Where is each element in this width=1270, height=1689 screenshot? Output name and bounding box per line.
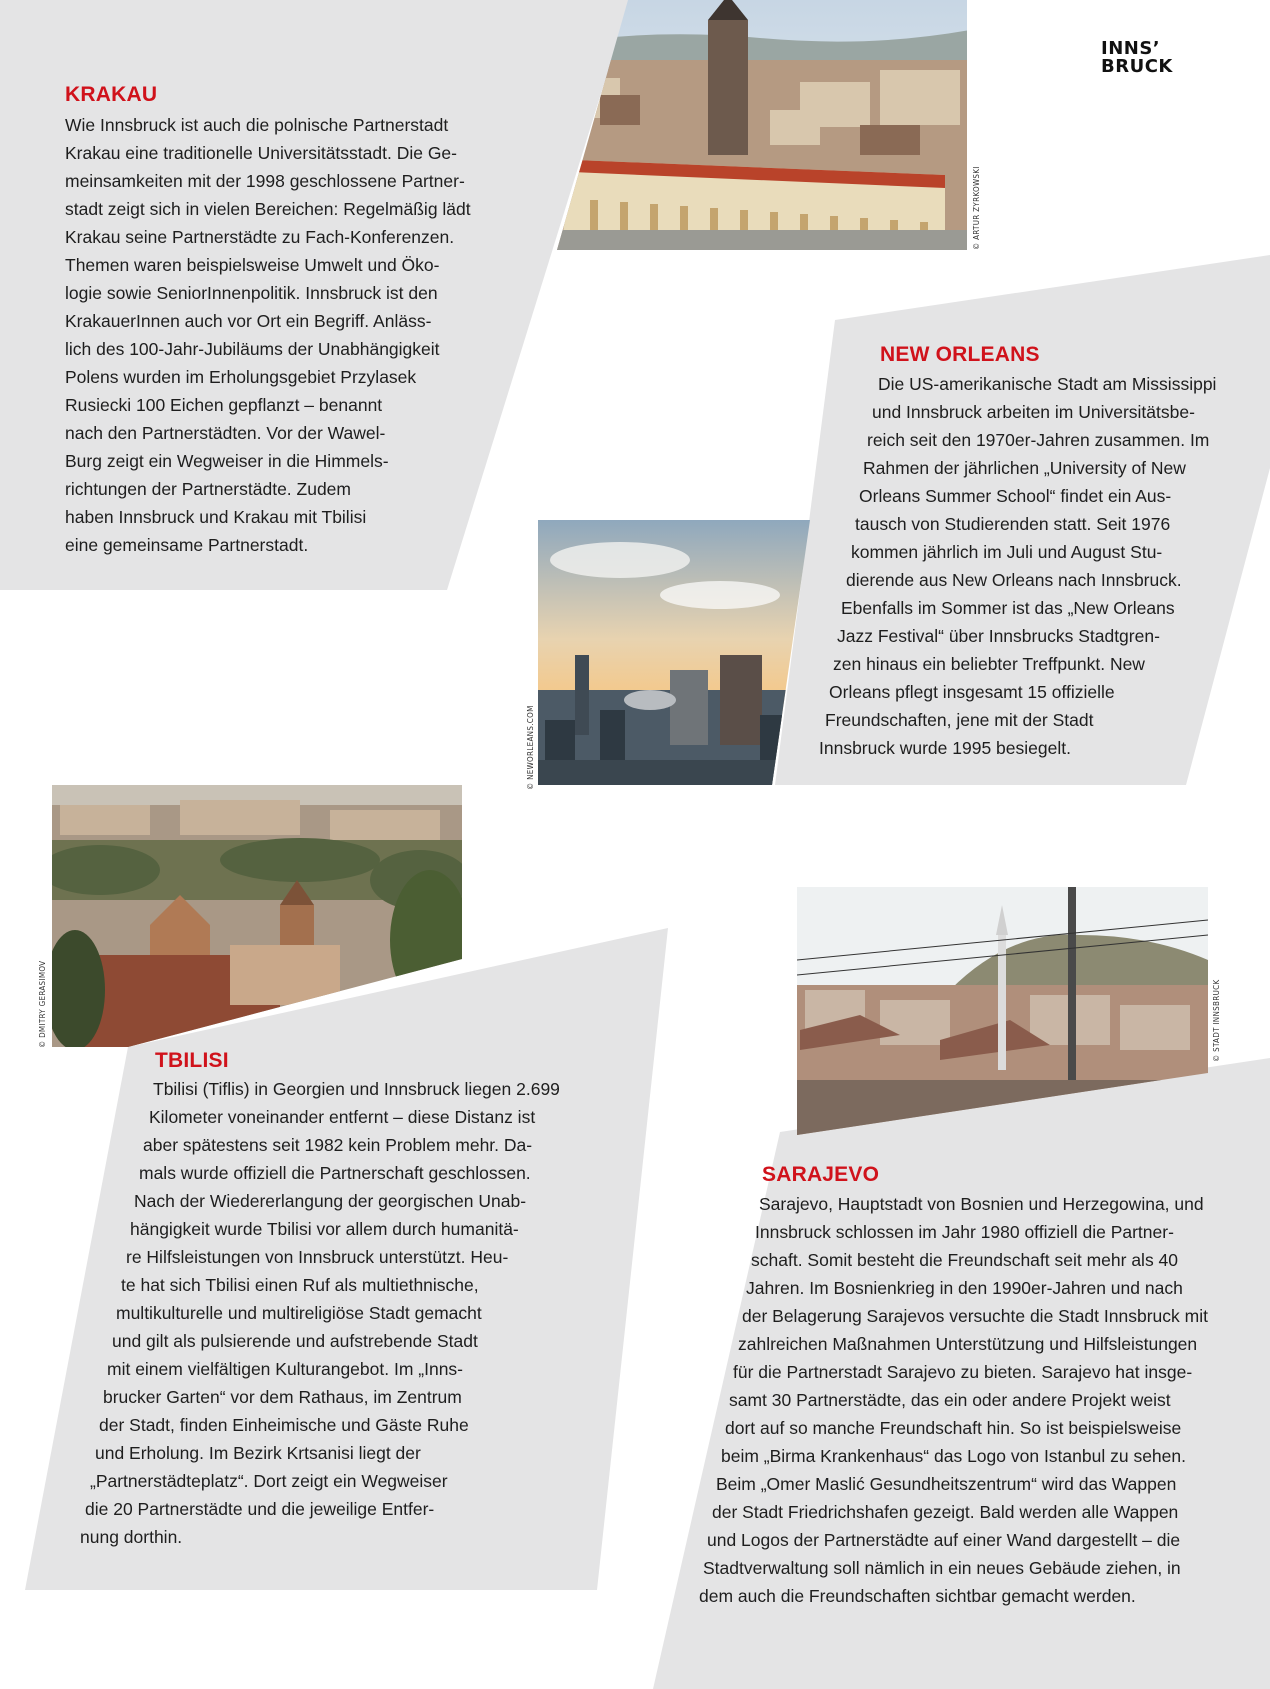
- krakau-line: Krakau seine Partnerstädte zu Fach-Konferenzen.: [65, 227, 455, 247]
- tbilisi-line: der Stadt, finden Einheimische und Gäste Ruhe: [99, 1415, 469, 1435]
- neworleans-line: zen hinaus ein beliebter Treffpunkt. New: [833, 654, 1145, 674]
- krakau-line: KrakauerInnen auch vor Ort ein Begriff. Anläss-: [65, 311, 432, 331]
- neworleans-line: Rahmen der jährlichen „University of New: [863, 458, 1186, 478]
- krakau-photo-credit: © ARTUR ZYRKOWSKI: [972, 166, 981, 250]
- neworleans-line: Orleans pflegt insgesamt 15 offizielle: [829, 682, 1115, 702]
- neworleans-line: tausch von Studierenden statt. Seit 1976: [855, 514, 1171, 534]
- neworleans-line: reich seit den 1970er-Jahren zusammen. Im: [867, 430, 1210, 450]
- sarajevo-heading: SARAJEVO: [762, 1163, 880, 1186]
- sarajevo-line: schaft. Somit besteht die Freundschaft seit mehr als 40: [751, 1250, 1179, 1270]
- sarajevo-line: der Belagerung Sarajevos versuchte die Stadt Innsbruck mit: [742, 1306, 1208, 1326]
- krakau-line: meinsamkeiten mit der 1998 geschlossene Partner-: [65, 171, 465, 191]
- krakau-line: Burg zeigt ein Wegweiser in die Himmels-: [65, 451, 389, 471]
- innsbruck-logo: [1101, 40, 1181, 76]
- neworleans-line: dierende aus New Orleans nach Innsbruck.: [846, 570, 1182, 590]
- tbilisi-line: die 20 Partnerstädte und die jeweilige Entfer-: [85, 1499, 435, 1519]
- krakau-line: Polens wurden im Erholungsgebiet Przylasek: [65, 367, 417, 387]
- neworleans-line: Freundschaften, jene mit der Stadt: [825, 710, 1094, 730]
- tbilisi-line: nung dorthin.: [80, 1527, 183, 1547]
- tbilisi-line: mals wurde offiziell die Partnerschaft geschlossen.: [139, 1163, 531, 1183]
- sarajevo-line: Beim „Omer Maslić Gesundheitszentrum“ wird das Wappen: [716, 1474, 1177, 1494]
- sarajevo-line: Jahren. Im Bosnienkrieg in den 1990er-Jahren und nach: [746, 1278, 1183, 1298]
- tbilisi-line: Tbilisi (Tiflis) in Georgien und Innsbruck liegen 2.699: [153, 1079, 560, 1099]
- neworleans-line: kommen jährlich im Juli und August Stu-: [851, 542, 1163, 562]
- sarajevo-line: samt 30 Partnerstädte, das ein oder andere Projekt weist: [729, 1390, 1171, 1410]
- neworleans-line: Ebenfalls im Sommer ist das „New Orleans: [841, 598, 1175, 618]
- logo-line-2: BRUCK: [1101, 56, 1173, 77]
- sarajevo-line: und Logos der Partnerstädte auf einer Wand dargestellt – die: [707, 1530, 1181, 1550]
- neworleans-line: Innsbruck wurde 1995 besiegelt.: [819, 738, 1071, 758]
- neworleans-line: Jazz Festival“ über Innsbrucks Stadtgren-: [837, 626, 1160, 646]
- tbilisi-line: und Erholung. Im Bezirk Krtsanisi liegt der: [95, 1443, 421, 1463]
- tbilisi-photo-credit: © DMITRY GERASIMOV: [38, 960, 47, 1048]
- neworleans-line: und Innsbruck arbeiten im Universitätsbe-: [872, 402, 1195, 422]
- krakau-line: nach den Partnerstädten. Vor der Wawel-: [65, 423, 386, 443]
- sarajevo-line: der Stadt Friedrichshafen gezeigt. Bald werden alle Wappen: [712, 1502, 1179, 1522]
- sarajevo-line: Innsbruck schlossen im Jahr 1980 offiziell die Partner-: [755, 1222, 1174, 1242]
- neworleans-line: Die US-amerikanische Stadt am Mississippi: [878, 374, 1217, 394]
- tbilisi-line: hängigkeit wurde Tbilisi vor allem durch humanitä-: [130, 1219, 519, 1239]
- tbilisi-line: Kilometer voneinander entfernt – diese Distanz ist: [149, 1107, 536, 1127]
- krakau-line: logie sowie SeniorInnenpolitik. Innsbruck ist den: [65, 283, 438, 303]
- krakau-line: Krakau eine traditionelle Universitätsstadt. Die Ge-: [65, 143, 457, 163]
- tbilisi-line: multikulturelle und multireligiöse Stadt gemacht: [116, 1303, 482, 1323]
- neworleans-line: Orleans Summer School“ findet ein Aus-: [859, 486, 1172, 506]
- krakau-line: lich des 100-Jahr-Jubiläums der Unabhängigkeit: [65, 339, 440, 359]
- sarajevo-line: zahlreichen Maßnahmen Unterstützung und Hilfsleistungen: [738, 1334, 1198, 1354]
- sarajevo-line: Stadtverwaltung soll nämlich in ein neues Gebäude ziehen, in: [703, 1558, 1181, 1578]
- sarajevo-photo-credit: © STADT INNSBRUCK: [1212, 979, 1221, 1062]
- tbilisi-line: re Hilfsleistungen von Innsbruck unterstützt. Heu-: [126, 1247, 509, 1267]
- tbilisi-heading: TBILISI: [155, 1049, 229, 1072]
- tbilisi-line: brucker Garten“ vor dem Rathaus, im Zentrum: [103, 1387, 462, 1407]
- krakau-line: richtungen der Partnerstädte. Zudem: [65, 479, 351, 499]
- tbilisi-line: „Partnerstädteplatz“. Dort zeigt ein Wegweiser: [90, 1471, 448, 1491]
- krakau-line: Themen waren beispielsweise Umwelt und Öko-: [65, 255, 440, 275]
- neworleans-photo-credit: © NEWORLEANS.COM: [526, 705, 535, 790]
- krakau-line: eine gemeinsame Partnerstadt.: [65, 535, 309, 555]
- tbilisi-line: Nach der Wiedererlangung der georgischen Unab-: [134, 1191, 527, 1211]
- krakau-heading: KRAKAU: [65, 83, 158, 106]
- krakau-line: haben Innsbruck und Krakau mit Tbilisi: [65, 507, 367, 527]
- tbilisi-line: te hat sich Tbilisi einen Ruf als multiethnische,: [121, 1275, 479, 1295]
- logo-line-1: INNS’: [1101, 38, 1161, 59]
- sarajevo-line: dem auch die Freundschaften sichtbar gemacht werden.: [699, 1586, 1136, 1606]
- sarajevo-line: dort auf so manche Freundschaft hin. So ist beispielsweise: [725, 1418, 1182, 1438]
- sarajevo-line: Sarajevo, Hauptstadt von Bosnien und Herzegowina, und: [759, 1194, 1204, 1214]
- krakau-line: Rusiecki 100 Eichen gepflanzt – benannt: [65, 395, 383, 415]
- tbilisi-line: und gilt als pulsierende und aufstrebende Stadt: [112, 1331, 478, 1351]
- krakau-line: Wie Innsbruck ist auch die polnische Partnerstadt: [65, 115, 449, 135]
- neworleans-heading: NEW ORLEANS: [880, 343, 1040, 366]
- sarajevo-line: beim „Birma Krankenhaus“ das Logo von Istanbul zu sehen.: [721, 1446, 1186, 1466]
- tbilisi-line: mit einem vielfältigen Kulturangebot. Im „Inns-: [107, 1359, 463, 1379]
- krakau-line: stadt zeigt sich in vielen Bereichen: Regelmäßig lädt: [65, 199, 471, 219]
- tbilisi-line: aber spätestens seit 1982 kein Problem mehr. Da-: [143, 1135, 533, 1155]
- sarajevo-line: für die Partnerstadt Sarajevo zu bieten. Sarajevo hat insge-: [733, 1362, 1193, 1382]
